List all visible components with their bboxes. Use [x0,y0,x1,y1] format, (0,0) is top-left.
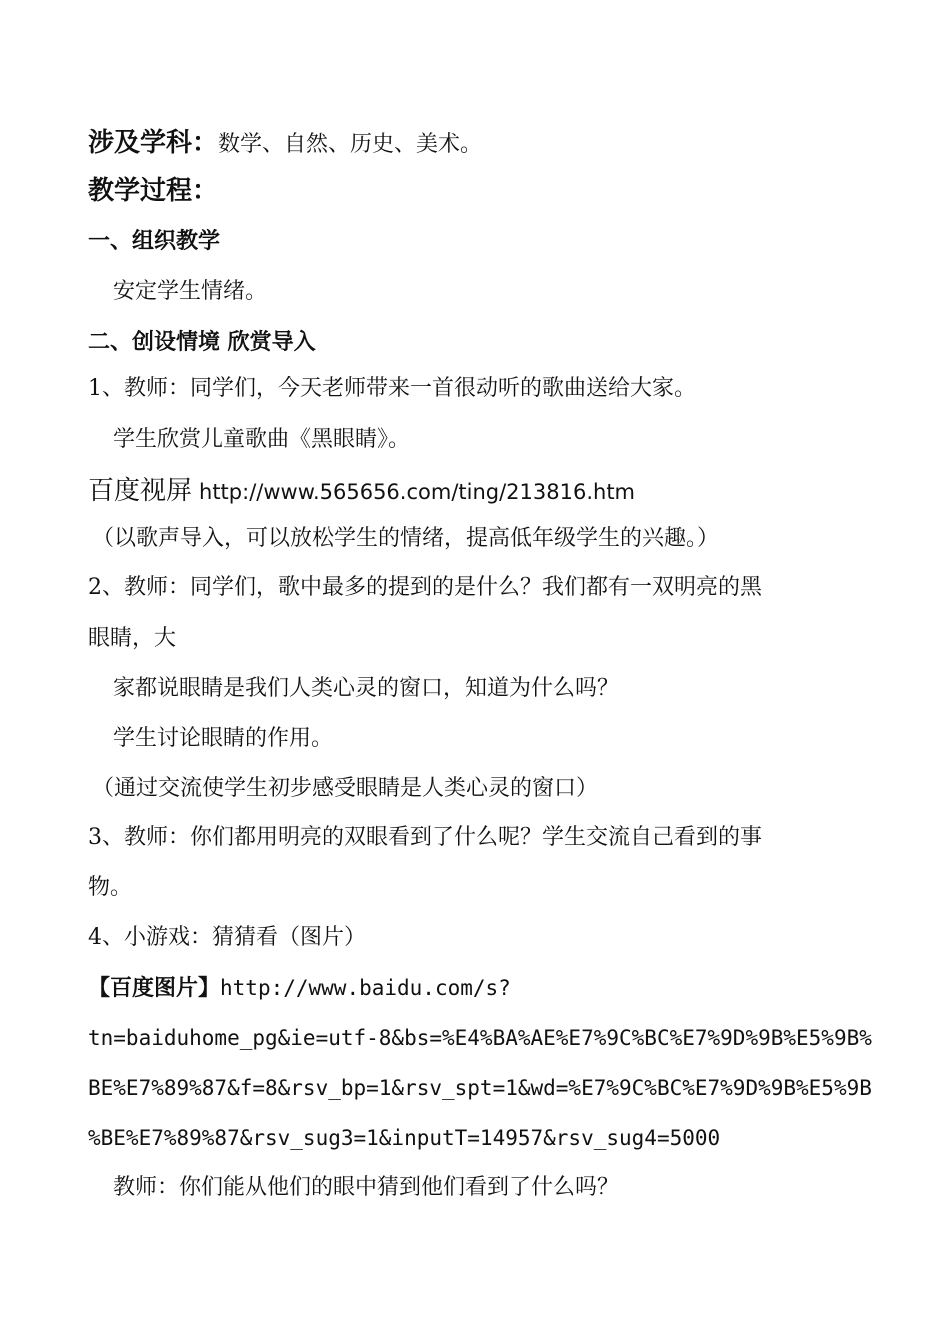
paragraph-4: 4、小游戏：猜猜看（图片） [88,925,366,950]
section-1-heading: 一、组织教学 [88,228,221,254]
paragraph-2-line-2: 眼睛，大 [88,626,177,651]
paragraph-3-line-2: 物。 [88,875,133,900]
subjects-label: 涉及学科： [88,128,219,158]
note-2: （通过交流使学生初步感受眼睛是人类心灵的窗口） [92,776,599,801]
video-line [88,476,635,508]
paragraph-2-sub: 学生讨论眼睛的作用。 [113,726,334,751]
video-link[interactable]: http://www.565656.com/ting/213816.htm [199,480,636,504]
image-link-url-4[interactable]: %BE%E7%89%87&rsv_sug3=1&inputT=14957&rsv_sug4=5000 [88,1126,721,1150]
subjects-line [88,128,482,160]
image-link-url-1[interactable]: http://www.baidu.com/s? [220,976,511,1000]
note-1: （以歌声导入，可以放松学生的情绪，提高低年级学生的兴趣。） [92,526,720,551]
video-label: 百度视屏 [88,476,193,506]
paragraph-2-line-1: 2、教师：同学们，歌中最多的提到的是什么？我们都有一双明亮的黑 [88,575,762,600]
section-2-heading: 二、创设情境 欣赏导入 [88,329,316,355]
process-heading: 教学过程： [88,176,219,206]
paragraph-3-line-1: 3、教师：你们都用明亮的双眼看到了什么呢？学生交流自己看到的事 [88,825,762,850]
image-link-line-1 [88,973,511,1004]
image-link-url-2[interactable]: tn=baiduhome_pg&ie=utf-8&bs=%E4%BA%AE%E7%9C%BC%E7%9D%9B%E5%9B% [88,1026,872,1050]
paragraph-1: 1、教师：同学们，今天老师带来一首很动听的歌曲送给大家。 [88,376,696,401]
image-link-label: 【百度图片】 [88,975,221,1001]
image-link-url-3[interactable]: BE%E7%89%87&f=8&rsv_bp=1&rsv_spt=1&wd=%E7%9C%BC%E7%9D%9B%E5%9B [88,1076,872,1100]
paragraph-1-sub: 学生欣赏儿童歌曲《黑眼睛》。 [113,427,411,452]
paragraph-2-line-3: 家都说眼睛是我们人类心灵的窗口，知道为什么吗？ [113,676,620,701]
subjects-value: 数学、自然、历史、美术。 [218,132,483,157]
section-1-text: 安定学生情绪。 [113,279,268,304]
paragraph-5: 教师：你们能从他们的眼中猜到他们看到了什么吗？ [113,1175,620,1200]
